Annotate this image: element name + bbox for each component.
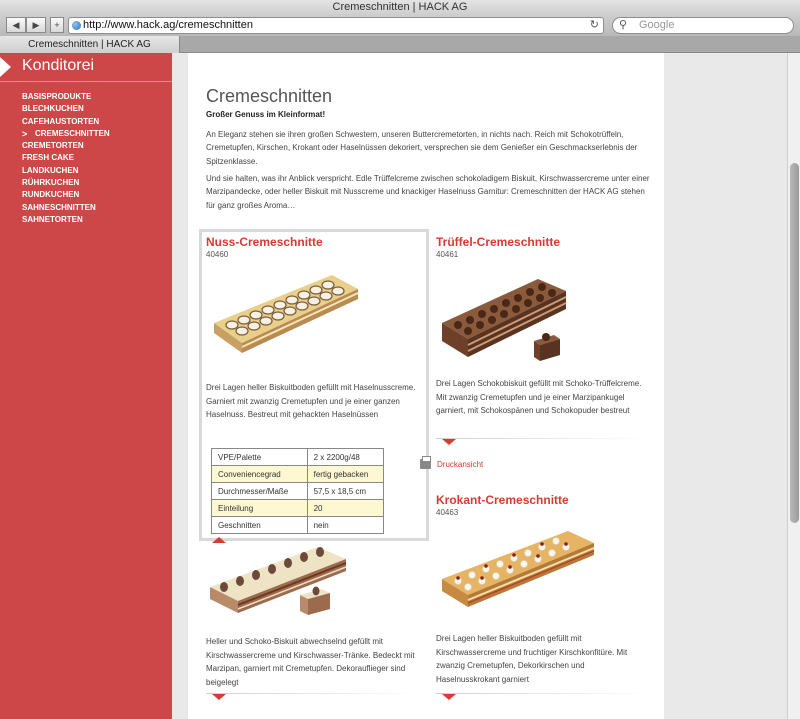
- marzipan-cake-image: [206, 543, 356, 623]
- globe-icon: [72, 21, 81, 30]
- back-button[interactable]: ◀: [6, 17, 26, 33]
- spec-value: 57,5 x 18,5 cm: [307, 483, 383, 500]
- product-code: 40461: [436, 250, 459, 259]
- search-input[interactable]: [612, 17, 794, 34]
- product-krokant: [436, 493, 656, 684]
- expand-arrow-icon[interactable]: [442, 694, 456, 700]
- spec-label: Durchmesser/Maße: [212, 483, 308, 500]
- print-link[interactable]: [437, 460, 483, 469]
- search-placeholder: Google: [639, 19, 675, 31]
- sidebar-item-ruehrkuchen[interactable]: RÜHRKUCHEN: [22, 178, 80, 188]
- sidebar-item-cafehaustorten[interactable]: CAFEHAUSTORTEN: [22, 116, 100, 126]
- spec-label: VPE/Palette: [212, 449, 308, 466]
- sidebar-item-fresh-cake[interactable]: FRESH CAKE: [22, 153, 75, 163]
- product-name[interactable]: Krokant-Cremeschnitte: [436, 493, 569, 507]
- product-nuss: [206, 235, 426, 530]
- product-card-highlighted: [199, 229, 429, 541]
- web-page: [0, 53, 787, 719]
- product-description: Drei Lagen Schokobiskuit gefüllt mit Schoko-Trüffelcreme. Mit zwanzig Cremetupfen und je einer Marzipankugel garniert, mit Schokospänen und Schokopuder bestreut: [436, 379, 642, 415]
- divider: [436, 693, 648, 694]
- page-subtitle: Großer Genuss im Kleinformat!: [206, 110, 326, 119]
- tab-bar: [0, 36, 800, 53]
- search-icon: ⚲: [619, 19, 628, 31]
- sidebar-item-label: CREMESCHNITTEN: [35, 128, 110, 138]
- trueffel-cake-image: [438, 265, 568, 365]
- spec-value: 2 x 2200g/48: [307, 449, 383, 466]
- sidebar-item-basisprodukte[interactable]: BASISPRODUKTE: [22, 92, 92, 101]
- product-description: Drei Lagen heller Biskuitboden gefüllt mit Haselnusscreme. Garniert mit zwanzig Cremetupfen und je einer ganzen Haselnuss. Bestreut mit gehackten Haselnüssen: [206, 383, 416, 419]
- nuss-cake-image: [210, 265, 360, 357]
- divider: [0, 81, 172, 82]
- sidebar-item-sahnetorten[interactable]: SAHNETORTEN: [22, 214, 83, 224]
- sidebar-item-cremeschnitten[interactable]: [22, 128, 110, 140]
- spec-value: fertig gebacken: [307, 466, 383, 483]
- spec-label: Conveniencegrad: [212, 466, 308, 483]
- spec-table: [211, 448, 384, 534]
- sidebar-item-blechkuchen[interactable]: BLECHKUCHEN: [22, 104, 84, 114]
- address-bar[interactable]: [68, 17, 604, 34]
- brand-arrow-icon: [0, 57, 11, 77]
- main-content: [188, 53, 664, 719]
- product-code: 40463: [436, 508, 459, 517]
- sidebar-brand[interactable]: Konditorei: [22, 57, 95, 74]
- table-row: [212, 500, 384, 517]
- spec-value: 20: [307, 500, 383, 517]
- sidebar-item-rundkuchen[interactable]: RUNDKUCHEN: [22, 190, 80, 200]
- spec-label: Einteilung: [212, 500, 308, 517]
- spec-value: nein: [307, 517, 383, 534]
- product-name[interactable]: Trüffel-Cremeschnitte: [436, 235, 561, 249]
- product-description: Heller und Schoko-Biskuit abwechselnd gefüllt mit Kirschwassercreme und Kirschwasser-Tränke. Bedeckt mit Marzipan, garniert mit Cremetupfen. Dekorauflieger sind beigelegt: [206, 637, 415, 687]
- add-bookmark-button[interactable]: +: [50, 17, 64, 33]
- url-text: http://www.hack.ag/cremeschnitten: [83, 19, 253, 31]
- chevron-right-icon: >: [22, 128, 28, 139]
- expand-arrow-icon[interactable]: [442, 439, 456, 445]
- divider: [206, 693, 418, 694]
- sidebar-nav: [22, 91, 110, 226]
- spec-label: Geschnitten: [212, 517, 308, 534]
- tab-cremeschnitten[interactable]: Cremeschnitten | HACK AG: [0, 36, 180, 53]
- page-scrollbar[interactable]: [787, 53, 800, 719]
- table-row: [212, 466, 384, 483]
- product-trueffel: [436, 235, 656, 415]
- forward-button[interactable]: ▶: [26, 17, 46, 33]
- intro-paragraph: An Eleganz stehen sie ihren großen Schwestern, unseren Buttercremetorten, in nichts nach. Reich mit Schokotrüffeln, Cremetupfen, Kirschen, Krokant oder Haselnüssen dekoriert, versprechen sie dem Genießer ein Geschmackserlebnis der Spitzenklasse.: [206, 130, 638, 166]
- table-row: [212, 483, 384, 500]
- expand-arrow-icon[interactable]: [212, 694, 226, 700]
- scrollbar-thumb[interactable]: [790, 163, 799, 523]
- reload-icon[interactable]: ↻: [589, 19, 599, 31]
- divider: [436, 438, 648, 439]
- window-title: Cremeschnitten | HACK AG: [0, 0, 800, 14]
- product-code: 40460: [206, 250, 229, 259]
- krokant-cake-image: [438, 523, 598, 611]
- product-name[interactable]: Nuss-Cremeschnitte: [206, 235, 323, 249]
- print-label: Druckansicht: [437, 460, 484, 469]
- sidebar-item-landkuchen[interactable]: LANDKUCHEN: [22, 165, 79, 175]
- product-description: Drei Lagen heller Biskuitboden gefüllt mit Kirschwassercreme und fruchtiger Kirschkonfitüre. Mit zwanzig Cremetupfen, Dekorkirschen und Haselnusskrokant garniert: [436, 634, 628, 684]
- printer-icon: [420, 459, 431, 469]
- intro-paragraph: Und sie halten, was ihr Anblick verspricht. Edle Trüffelcreme zwischen schokoladigem Biskuit, Kirschwassercreme unter einer Marzipandecke, oder heller Biskuit mit Nusscreme und knackiger Haselnuss Garnitur: Cremeschnitten der HACK AG stehen für ganz großes Aroma…: [206, 174, 650, 210]
- sidebar: [0, 53, 172, 719]
- sidebar-item-sahneschnitten[interactable]: SAHNESCHNITTEN: [22, 202, 96, 212]
- sidebar-item-cremetorten[interactable]: CREMETORTEN: [22, 141, 84, 151]
- table-row: [212, 449, 384, 466]
- browser-toolbar: [0, 14, 800, 36]
- table-row: [212, 517, 384, 534]
- page-title: Cremeschnitten: [206, 86, 333, 106]
